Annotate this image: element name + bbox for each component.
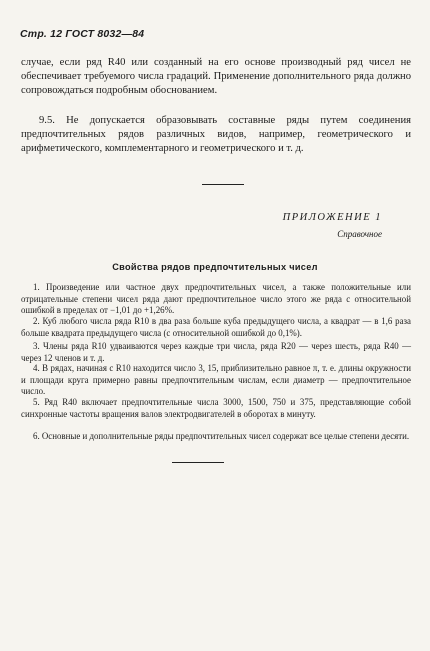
list-item: 4. В рядах, начиная с R10 находится число 3, 15, приблизительно равное π, т. е. длины окружности и площади круга примерно равны предпочтительным числам, если диаметр — предпочтительное число.: [21, 363, 411, 397]
section-title: Свойства рядов предпочтительных чисел: [112, 262, 318, 272]
list-item: 2. Куб любого числа ряда R10 в два раза больше куба предыдущего числа, а квадрат — в 1,6 раза больше квадрата предыдущего числа (с относительной ошибкой до 0,1%).: [21, 316, 411, 338]
list-item: 5. Ряд R40 включает предпочтительные числа 3000, 1500, 750 и 375, представляющие собой синхронные частоты вращения валов электродвигателей в оборотах в минуту.: [21, 397, 411, 419]
paragraph-9-5: 9.5. Не допускается образовывать составные ряды путем соединения предпочтительных рядов различных видов, например, геометрического и арифметического, комплементарного и геометрического и т. д.: [21, 115, 411, 155]
list-item: 1. Произведение или частное двух предпочтительных чисел, а также положительные или отрицательные степени чисел ряда дают предпочтительное число этого же ряда с относительной ошибкой в пределах от −1,01 до +1,26%.: [21, 282, 411, 316]
appendix-title: ПРИЛОЖЕНИЕ 1: [282, 212, 382, 223]
appendix-heading: [283, 212, 382, 239]
list-item: 3. Члены ряда R10 удваиваются через каждые три числа, ряда R20 — через шесть, ряда R40 — через 12 членов и т. д.: [21, 341, 411, 363]
section-divider: [202, 184, 244, 185]
appendix-subtitle: Справочное: [337, 229, 382, 239]
list-item: 6. Основные и дополнительные ряды предпочтительных чисел содержат все целые степени десяти.: [33, 431, 410, 441]
end-divider: [172, 462, 224, 463]
page-header: Стр. 12 ГОСТ 8032—84: [20, 28, 145, 40]
paragraph-continuation: случае, если ряд R40 или созданный на его основе производный ряд чисел не обеспечивает требуемого числа градаций. Применение дополнительного ряда должно сопровождаться подробным обоснованием.: [21, 57, 411, 97]
